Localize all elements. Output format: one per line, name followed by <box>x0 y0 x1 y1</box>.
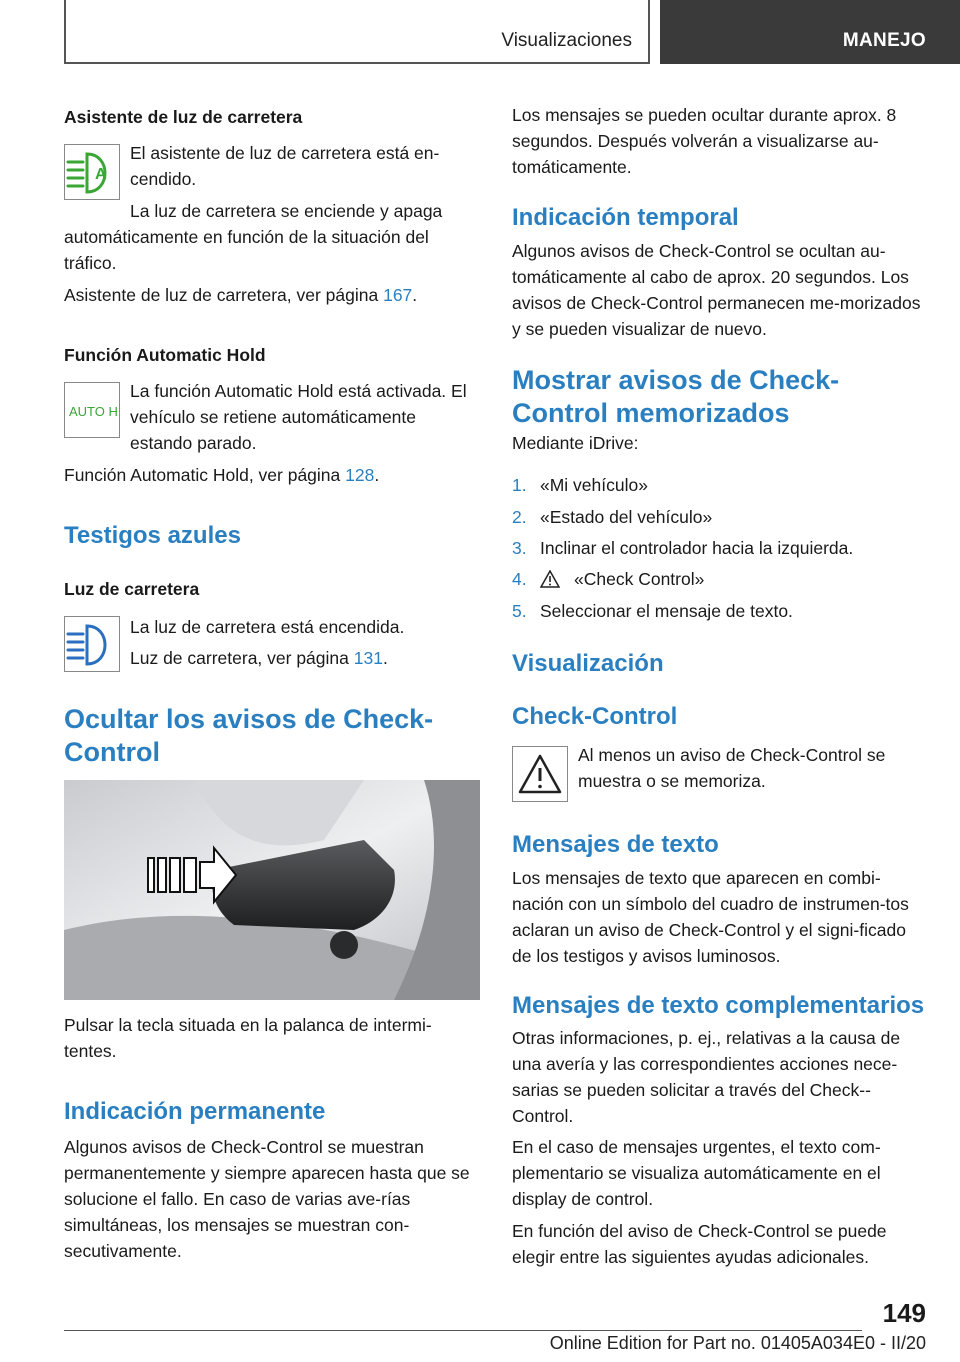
auto-hold-icon-text: AUTO H <box>69 404 118 419</box>
step-1: 1. «Mi vehículo» <box>512 475 648 495</box>
step-3: 3. Inclinar el controlador hacia la izquierda. <box>512 538 854 558</box>
warning-triangle-icon <box>540 569 574 595</box>
check-text: Al menos un aviso de Check-Control se muestra o se memoriza. <box>578 745 886 791</box>
warning-icon <box>512 746 568 802</box>
header-chapter-title: MANEJO <box>842 30 926 51</box>
svg-text:A: A <box>95 166 107 183</box>
asistente-text-1: El asistente de luz de carretera está en-cendido. <box>130 143 440 189</box>
complementarios-text-1: Otras informaciones, p. ej., relativas a la causa de una avería y las correspondientes acciones nece-sarias se pueden solicitar a través del Check--Control. <box>512 1028 901 1126</box>
heading-asistente: Asistente de luz de carretera <box>64 107 303 127</box>
heading-visualizacion: Visualización <box>512 650 664 677</box>
luz-reference: Luz de carretera, ver página 131. <box>130 648 388 668</box>
temporal-text: Algunos avisos de Check-Control se ocultan au-tomáticamente al cabo de aprox. 20 segundos. Los avisos de Check-Control permanecen me-morizados y se pueden visualizar de nuevo. <box>512 241 921 339</box>
heading-luz-carretera: Luz de carretera <box>64 579 200 599</box>
intro-text: Los mensajes se pueden ocultar durante aprox. 8 segundos. Después volverán a visualizarse au-tomáticamente. <box>512 105 897 177</box>
page-number: 149 <box>882 1298 926 1328</box>
auto-hold-icon <box>64 382 120 438</box>
heading-mensajes-texto: Mensajes de texto <box>512 831 719 858</box>
heading-testigos-azules: Testigos azules <box>64 522 241 549</box>
turn-signal-lever-photo <box>64 780 480 1000</box>
complementarios-text-2: En el caso de mensajes urgentes, el texto com-plementario se visualiza automáticamente en el display de control. <box>512 1137 881 1209</box>
page-link-128[interactable]: 128 <box>345 465 375 485</box>
page-link-131[interactable]: 131 <box>353 648 383 668</box>
header-chapter-box <box>660 0 960 64</box>
heading-mensajes-complementarios: Mensajes de texto complementarios <box>512 992 925 1019</box>
step-4: 4. «Check Control» <box>512 566 704 595</box>
high-beam-assistant-icon <box>64 144 120 200</box>
luz-text: La luz de carretera está encendida. <box>130 617 405 637</box>
hold-reference: Función Automatic Hold, ver página 128. <box>64 465 380 485</box>
heading-indicacion-permanente: Indicación permanente <box>64 1098 326 1125</box>
photo-caption: Pulsar la tecla situada en la palanca de intermi-tentes. <box>64 1015 432 1061</box>
heading-mostrar-avisos: Mostrar avisos de Check-Control memorizados <box>512 365 840 428</box>
permanente-text: Algunos avisos de Check-Control se muestran permanentemente y siempre aparecen hasta que se solucione el fallo. En caso de varias ave-rías simultáneas, los mensajes se muestran con-secutivamente. <box>64 1137 470 1261</box>
complementarios-text-3: En función del aviso de Check-Control se puede elegir entre las siguientes ayudas adicionales. <box>512 1221 887 1267</box>
hold-text: La función Automatic Hold está activada. El vehículo se retiene automáticamente estando parado. <box>130 381 467 453</box>
header-section-box <box>64 0 650 64</box>
footer-edition: Online Edition for Part no. 01405A034E0 - II/20 <box>549 1333 926 1353</box>
page-link-167[interactable]: 167 <box>383 285 413 305</box>
header-section-title: Visualizaciones <box>501 30 632 51</box>
heading-indicacion-temporal: Indicación temporal <box>512 204 739 231</box>
heading-hold: Función Automatic Hold <box>64 345 266 365</box>
asistente-text-2b: automáticamente en función de la situación del tráfico. <box>64 227 429 273</box>
footer-divider <box>64 1330 862 1331</box>
step-5: 5. Seleccionar el mensaje de texto. <box>512 601 793 621</box>
high-beam-icon <box>64 616 120 672</box>
heading-check-control: Check-Control <box>512 703 678 730</box>
asistente-reference: Asistente de luz de carretera, ver página 167. <box>64 285 418 305</box>
mensajes-text: Los mensajes de texto que aparecen en combi-nación con un símbolo del cuadro de instrumen-tos aclaran un aviso de Check-Control y el signi-ficado de los testigos y avisos luminosos. <box>512 868 909 966</box>
asistente-text-2a: La luz de carretera se enciende y apaga <box>130 201 443 221</box>
mediante-text: Mediante iDrive: <box>512 433 639 453</box>
heading-ocultar: Ocultar los avisos de Check-Control <box>64 704 434 767</box>
step-2: 2. «Estado del vehículo» <box>512 507 713 527</box>
